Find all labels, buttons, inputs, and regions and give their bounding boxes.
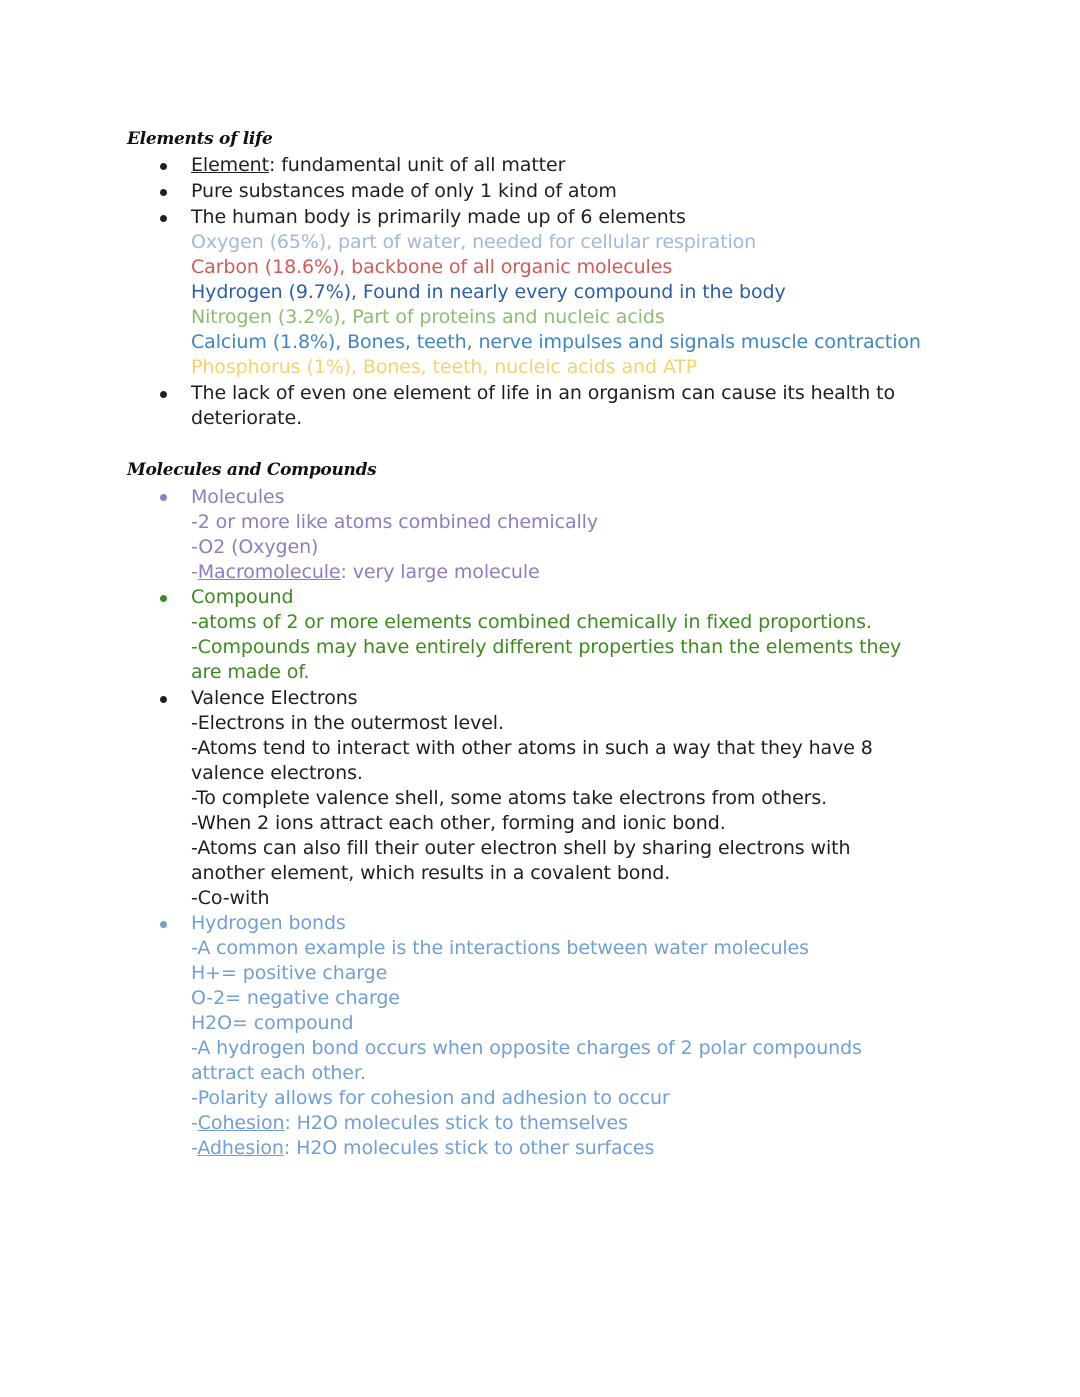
element-hydrogen: Hydrogen (9.7%), Found in nearly every compound in the body	[191, 281, 786, 303]
term-macromolecule: Macromolecule	[197, 561, 341, 583]
valence-line: valence electrons.	[191, 762, 363, 784]
valence-line: -To complete valence shell, some atoms take electrons from others.	[191, 787, 828, 809]
hydrogen-bonds-cohesion	[191, 1111, 628, 1136]
section-heading-molecules-compounds: Molecules and Compounds	[127, 460, 377, 480]
valence-title: Valence Electrons	[191, 687, 358, 709]
hydrogen-bonds-line: attract each other.	[191, 1062, 366, 1084]
term-adhesion: Adhesion	[197, 1137, 284, 1159]
molecules-line: -O2 (Oxygen)	[191, 536, 319, 558]
bullet-dot	[160, 391, 167, 398]
hydrogen-bonds-line: O-2= negative charge	[191, 987, 400, 1009]
hydrogen-bonds-line: -A common example is the interactions between water molecules	[191, 937, 809, 959]
valence-line: -Atoms can also fill their outer electron shell by sharing electrons with	[191, 837, 851, 859]
valence-line: -Electrons in the outermost level.	[191, 712, 504, 734]
compound-line: -atoms of 2 or more elements combined chemically in fixed proportions.	[191, 611, 872, 633]
section-heading-elements-of-life: Elements of life	[127, 129, 273, 149]
hydrogen-bonds-line: H2O= compound	[191, 1012, 354, 1034]
dash: -	[191, 561, 198, 583]
element-phosphorus: Phosphorus (1%), Bones, teeth, nucleic acids and ATP	[191, 356, 698, 378]
valence-line: another element, which results in a covalent bond.	[191, 862, 671, 884]
element-oxygen: Oxygen (65%), part of water, needed for cellular respiration	[191, 231, 757, 253]
bullet-pure-substances: Pure substances made of only 1 kind of atom	[191, 180, 617, 202]
bullet-dot	[160, 163, 167, 170]
hydrogen-bonds-title: Hydrogen bonds	[191, 912, 346, 934]
bullet-element-definition	[191, 153, 565, 178]
element-calcium: Calcium (1.8%), Bones, teeth, nerve impulses and signals muscle contraction	[191, 331, 921, 353]
definition-text: : H2O molecules stick to themselves	[284, 1112, 628, 1134]
dash: -	[191, 1112, 198, 1134]
element-nitrogen: Nitrogen (3.2%), Part of proteins and nucleic acids	[191, 306, 665, 328]
hydrogen-bonds-adhesion	[191, 1136, 654, 1161]
bullet-dot	[160, 595, 167, 602]
term-element: Element	[191, 154, 269, 176]
bullet-lack-of-element-line2: deteriorate.	[191, 407, 303, 429]
bullet-human-body: The human body is primarily made up of 6 elements	[191, 206, 686, 228]
compound-line: -Compounds may have entirely different properties than the elements they	[191, 636, 902, 658]
bullet-dot	[160, 921, 167, 928]
bullet-dot	[160, 215, 167, 222]
bullet-dot	[160, 494, 167, 501]
definition-text: : fundamental unit of all matter	[268, 154, 566, 176]
valence-line: -When 2 ions attract each other, forming and ionic bond.	[191, 812, 726, 834]
hydrogen-bonds-line: H+= positive charge	[191, 962, 388, 984]
hydrogen-bonds-line: -Polarity allows for cohesion and adhesion to occur	[191, 1087, 670, 1109]
term-cohesion: Cohesion	[197, 1112, 285, 1134]
compound-title: Compound	[191, 586, 294, 608]
molecules-title: Molecules	[191, 486, 285, 508]
molecules-line: -2 or more like atoms combined chemically	[191, 511, 598, 533]
bullet-dot	[160, 189, 167, 196]
definition-text: : H2O molecules stick to other surfaces	[283, 1137, 655, 1159]
element-carbon: Carbon (18.6%), backbone of all organic molecules	[191, 256, 673, 278]
molecules-macromolecule	[191, 560, 540, 585]
bullet-lack-of-element-line1: The lack of even one element of life in an organism can cause its health to	[191, 382, 895, 404]
dash: -	[191, 1137, 198, 1159]
compound-line: are made of.	[191, 661, 310, 683]
hydrogen-bonds-line: -A hydrogen bond occurs when opposite charges of 2 polar compounds	[191, 1037, 862, 1059]
bullet-dot	[160, 696, 167, 703]
valence-line: -Atoms tend to interact with other atoms in such a way that they have 8	[191, 737, 873, 759]
definition-text: : very large molecule	[340, 561, 540, 583]
valence-line: -Co-with	[191, 887, 270, 909]
